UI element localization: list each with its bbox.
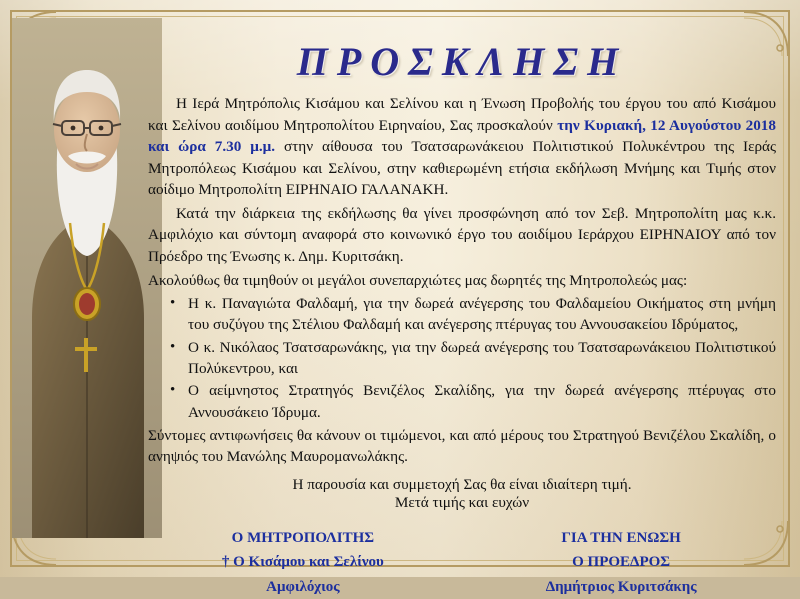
closing-line-2: Μετά τιμής και ευχών <box>394 494 530 512</box>
invitation-content <box>148 26 777 595</box>
paragraph-intro <box>148 93 776 201</box>
bullet-icon: • <box>170 295 176 312</box>
donor-text: Η κ. Παναγιώτα Φαλδαμή, για την δωρεά ανέγερσης του Φαλδαμείου Οικήματος στη μνήμη του συζύγου της Στέλιου Φαλδαμή και ανέγερσης πτέρυγας του Αννουσακείου Ιδρύματος, <box>188 295 776 334</box>
signatures-row <box>148 526 776 599</box>
list-item <box>166 293 776 336</box>
intro-text-part1: Η Ιερά Μητρόπολις Κισάμου και Σελίνου και η Ένωση Προβολής του έργου του από Κισάμου και Σελίνου αοιδίμου Μητροπολίτου Ειρηναίου, Σας προσκαλούν <box>148 95 776 134</box>
list-item <box>166 337 776 380</box>
closing-line-1: Η παρουσία και συμμετοχή Σας θα είναι ιδιαίτερη τιμή. <box>292 476 632 494</box>
signature-right-line2: Ο ΠΡΟΕΔΡΟΣ <box>572 554 671 571</box>
paragraph-donors-intro: Ακολούθως θα τιμηθούν οι μεγάλοι συνεπαρχιώτες μας δωρητές της Μητροπολεώς μας: <box>148 271 688 289</box>
signature-right-line1: ΓΙΑ ΤΗΝ ΕΝΩΣΗ <box>561 530 681 547</box>
bullet-icon: • <box>170 382 176 399</box>
list-item <box>166 380 776 423</box>
event-date-time: την Κυριακή, 12 Αυγούστου 2018 και ώρα 7.30 μ.μ. <box>148 116 776 156</box>
signature-union-president <box>474 526 768 599</box>
paragraph-responses: Σύντομες αντιφωνήσεις θα κάνουν οι τιμώμενοι, και από μέρους του Στρατηγού Βενιζέλου Σκαλίδη, ο ανηψιός του Μανώλης Μαυρομανωλάκης. <box>148 426 776 466</box>
signature-right-line3: Δημήτριος Κυριτσάκης <box>545 578 697 595</box>
donors-list <box>148 293 776 423</box>
donor-text: Ο κ. Νικόλαος Τσατσαρωνάκης, για την δωρεά ανέγερσης του Τσατσαρωνάκειου Πολιτιστικού Πολύκεντρου, και <box>188 338 776 378</box>
bishop-portrait-photo <box>12 18 162 538</box>
signature-left-line3: Αμφιλόχιος <box>266 578 340 595</box>
signature-left-line2: † Ο Κισάμου και Σελίνου <box>221 554 384 571</box>
signature-metropolitan <box>156 526 450 599</box>
bullet-icon: • <box>170 338 176 355</box>
intro-text-part2: στην αίθουσα του Τσατσαρωνάκειου Πολιτιστικού Πολυκέντρου της Ιεράς Μητροπόλεως Κισάμου και Σελίνου, στην καθιερωμένη ετήσια εκδήλωση Μνήμης και Τιμής στον αοίδιμο Μητροπολίτη ΕΙΡΗΝΑΙΟ ΓΑΛΑΝΑΚΗ. <box>148 138 777 199</box>
page-title: ΠΡΟΣΚΛΗΣΗ <box>296 39 628 84</box>
donor-text: Ο αείμνηστος Στρατηγός Βενιζέλος Σκαλίδης, για την δωρεά ανέγερσης πτέρυγας στο Αννουσάκειο Ίδρυμα. <box>188 382 776 421</box>
paragraph-program: Κατά την διάρκεια της εκδήλωσης θα γίνει προσφώνηση από τον Σεβ. Μητροπολίτη μας κ.κ. Αμφιλόχιο και σύντομη αναφορά στο κοινωνικό έργο του αοιδίμου Ιεράρχου ΕΙΡΗΝΑΙΟΥ από τον Πρόεδρο της Ένωσης κ. Δημ. Κυριτσάκη. <box>148 204 776 266</box>
signature-left-line1: Ο ΜΗΤΡΟΠΟΛΙΤΗΣ <box>231 530 375 547</box>
